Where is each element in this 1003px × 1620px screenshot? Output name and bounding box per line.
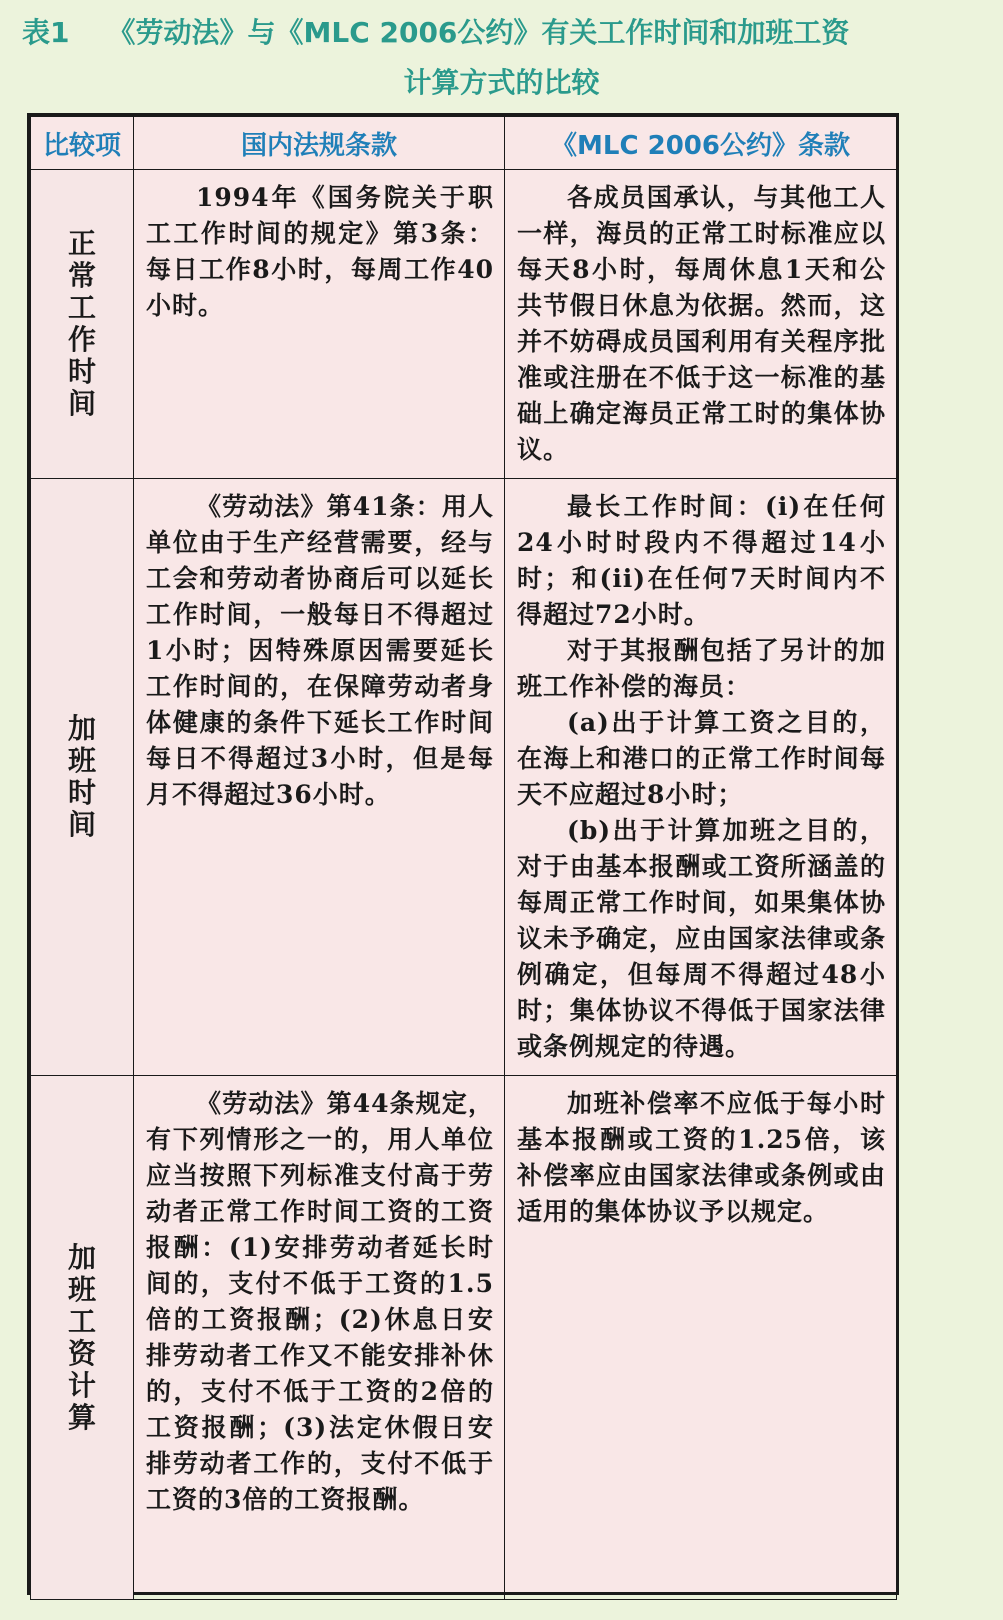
mlc-clause: 加班补偿率不应低于每小时基本报酬或工资的1.25倍，该补偿率应由国家法律或条例或由适用的集体协议予以规定。 xyxy=(517,1089,886,1226)
mlc-clause: 对于其报酬包括了另计的加班工作补偿的海员： xyxy=(517,636,886,701)
mlc-clause: (a)出于计算工资之目的，在海上和港口的正常工作时间每天不应超过8小时； xyxy=(517,708,886,809)
mlc-clause: 最长工作时间：(i)在任何24小时时段内不得超过14小时；和(ii)在任何7天时间内不得超过72小时。 xyxy=(517,492,886,629)
domestic-clause: 1994年《国务院关于职工工作时间的规定》第3条：每日工作8小时，每周工作40小时。 xyxy=(146,183,494,320)
domestic-clause-cell xyxy=(134,170,505,479)
mlc-clause: 各成员国承认，与其他工人一样，海员的正常工时标准应以每天8小时，每周休息1天和公共节假日休息为依据。然而，这并不妨碍成员国利用有关程序批准或注册在不低于这一标准的基础上确定海员正常工时的集体协议。 xyxy=(517,183,886,464)
row-label-cell xyxy=(31,1076,134,1600)
title-line-1 xyxy=(0,8,1003,58)
row-label: 加班时间 xyxy=(67,712,96,841)
table-title xyxy=(0,8,1003,108)
table-row xyxy=(31,1076,897,1600)
domestic-clause-cell xyxy=(134,479,505,1076)
row-label-cell xyxy=(31,170,134,479)
row-label: 正常工作时间 xyxy=(67,227,96,420)
domestic-clause: 《劳动法》第41条：用人单位由于生产经营需要，经与工会和劳动者协商后可以延长工作时间，一般每日不得超过1小时；因特殊原因需要延长工作时间的，在保障劳动者身体健康的条件下延长工作时间每日不得超过3小时，但是每月不得超过36小时。 xyxy=(146,492,494,809)
table-number: 表1 xyxy=(22,16,70,49)
row-label-cell xyxy=(31,479,134,1076)
mlc-clause: (b)出于计算加班之目的，对于由基本报酬或工资所涵盖的每周正常工作时间，如果集体协议未予确定，应由国家法律或条例确定，但每周不得超过48小时；集体协议不得低于国家法律或条例规定的待遇。 xyxy=(517,816,886,1061)
row-label: 加班工资计算 xyxy=(67,1240,96,1434)
mlc-clause-cell xyxy=(505,479,897,1076)
header-comparison-item: 比较项 xyxy=(31,117,134,170)
mlc-clause-cell xyxy=(505,1076,897,1600)
header-mlc-convention: 《MLC 2006公约》条款 xyxy=(505,117,897,170)
domestic-clause-cell xyxy=(134,1076,505,1600)
mlc-clause-cell xyxy=(505,170,897,479)
title-text-1: 《劳动法》与《MLC 2006公约》有关工作时间和加班工资 xyxy=(107,16,850,49)
table-row xyxy=(31,170,897,479)
title-line-2: 计算方式的比较 xyxy=(403,66,600,99)
domestic-clause: 《劳动法》第44条规定，有下列情形之一的，用人单位应当按照下列标准支付高于劳动者正常工作时间工资的工资报酬：(1)安排劳动者延长时间的，支付不低于工资的1.5倍的工资报酬；(2)休息日安排劳动者工作又不能安排补休的，支付不低于工资的2倍的工资报酬；(3)法定休假日安排劳动者工作的，支付不低于工资的3倍的工资报酬。 xyxy=(146,1089,494,1514)
header-domestic-law: 国内法规条款 xyxy=(134,117,505,170)
table-row xyxy=(31,479,897,1076)
comparison-table xyxy=(27,113,899,1595)
